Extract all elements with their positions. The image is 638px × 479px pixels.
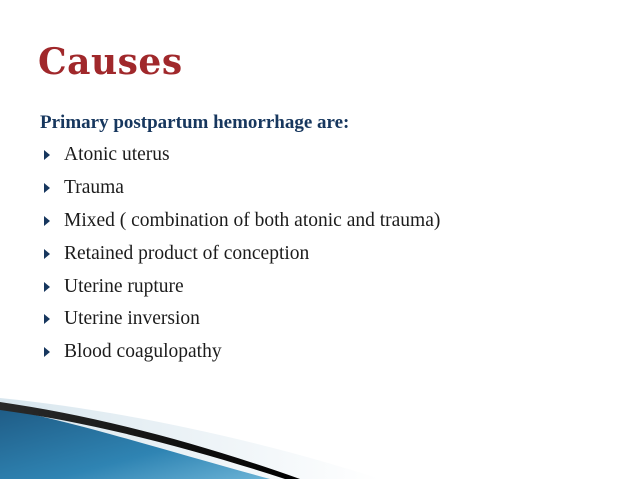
slide-title: Causes [38,41,183,83]
bullet-text: Mixed ( combination of both atonic and trauma) [64,209,441,231]
bullet-text: Uterine inversion [64,308,200,330]
bullet-text: Blood coagulopathy [64,341,222,363]
bullet-text: Atonic uterus [64,144,170,166]
bullet-text: Trauma [64,177,124,199]
slide-subtitle: Primary postpartum hemorrhage are: [40,112,350,133]
bullet-text: Uterine rupture [64,275,184,297]
bullet-text: Retained product of conception [64,242,310,264]
